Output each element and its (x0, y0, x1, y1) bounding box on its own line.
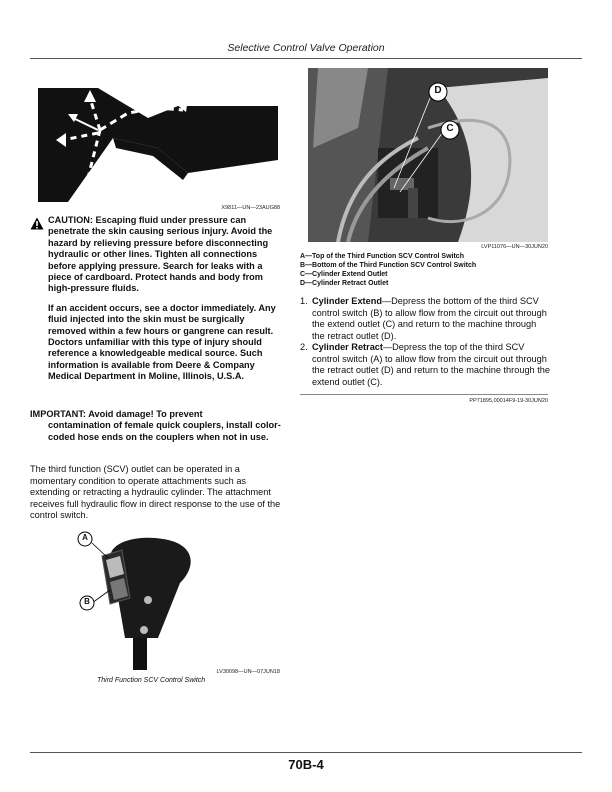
figure-legend (300, 252, 476, 288)
control-switch-illustration (70, 528, 280, 670)
important-label: IMPORTANT: (30, 409, 86, 419)
legend-item: B—Bottom of the Third Function SCV Control Switch (300, 262, 477, 269)
pressure-hazard-illustration (38, 78, 278, 202)
figure-code: LVP11076—UN—30JUN20 (481, 244, 548, 250)
important-text: contamination of female quick couplers, install color-coded hose ends on the couplers when not in use. (48, 420, 281, 442)
important-notice (30, 409, 282, 443)
caution-warning (30, 215, 282, 383)
legend-item: C—Cylinder Extend Outlet (300, 271, 388, 278)
step-number: 1. (300, 296, 308, 306)
figure-code: X9811—UN—23AUG88 (221, 205, 280, 211)
footer-divider (30, 752, 582, 753)
page-number: 70B-4 (288, 757, 324, 772)
important-first-line: Avoid damage! To prevent (88, 409, 203, 419)
step-title: Cylinder Extend (312, 296, 382, 306)
step-text: —Depress the bottom of the third SCV control switch (B) to allow flow from the circuit out through the extend outlet (C) and return to the machine through the retract outlet (D). (312, 296, 547, 341)
warning-triangle-icon (30, 217, 44, 230)
list-item (300, 342, 550, 388)
page-header-title: Selective Control Valve Operation (227, 42, 385, 54)
caution-text-medical: If an accident occurs, see a doctor immediately. Any fluid injected into the skin must be surgically removed within a few hours or gangrene can result. Doctors unfamiliar with this type of injury should reference a knowledgeable medical source. Such information is available from Deere & Company Medical Department in Moline, Illinois, U.S.A. (48, 302, 276, 382)
step-number: 2. (300, 342, 308, 352)
list-item (300, 296, 550, 342)
legend-item: D—Cylinder Retract Outlet (300, 280, 389, 287)
callout-c: C (446, 123, 454, 134)
header-divider (30, 58, 582, 59)
procedure-steps (300, 296, 550, 388)
document-reference-code: PP71895,00014F9-19-30JUN20 (469, 398, 548, 404)
callout-d: D (434, 85, 442, 96)
figure-caption: Third Function SCV Control Switch (97, 677, 206, 684)
step-title: Cylinder Retract (312, 342, 383, 352)
figure-code: LV30098—UN—07JUN18 (216, 669, 280, 675)
step-text: —Depress the top of the third SCV control switch (A) to allow flow from the circuit out through the retract outlet (D) and return to the machine through the extend outlet (C). (312, 342, 550, 387)
callout-a: A (82, 533, 88, 542)
section-divider (300, 394, 548, 395)
scv-outlets-photo (308, 68, 548, 242)
caution-text: CAUTION: Escaping fluid under pressure can penetrate the skin causing serious injury. Avoid the hazard by relieving pressure before disconnecting hydraulic or other lines. Tighten all connections before applying pressure. Search for leaks with a piece of cardboard. Protect hands and body from high-pressure fluids. (48, 215, 273, 294)
callout-b: B (84, 597, 90, 606)
legend-item: A—Top of the Third Function SCV Control Switch (300, 253, 464, 260)
body-paragraph: The third function (SCV) outlet can be operated in a momentary condition to operate attachments such as extending or retracting a hydraulic cylinder. The attachment receives full hydraulic flow in direct response to the use of the control switch. (30, 464, 281, 521)
